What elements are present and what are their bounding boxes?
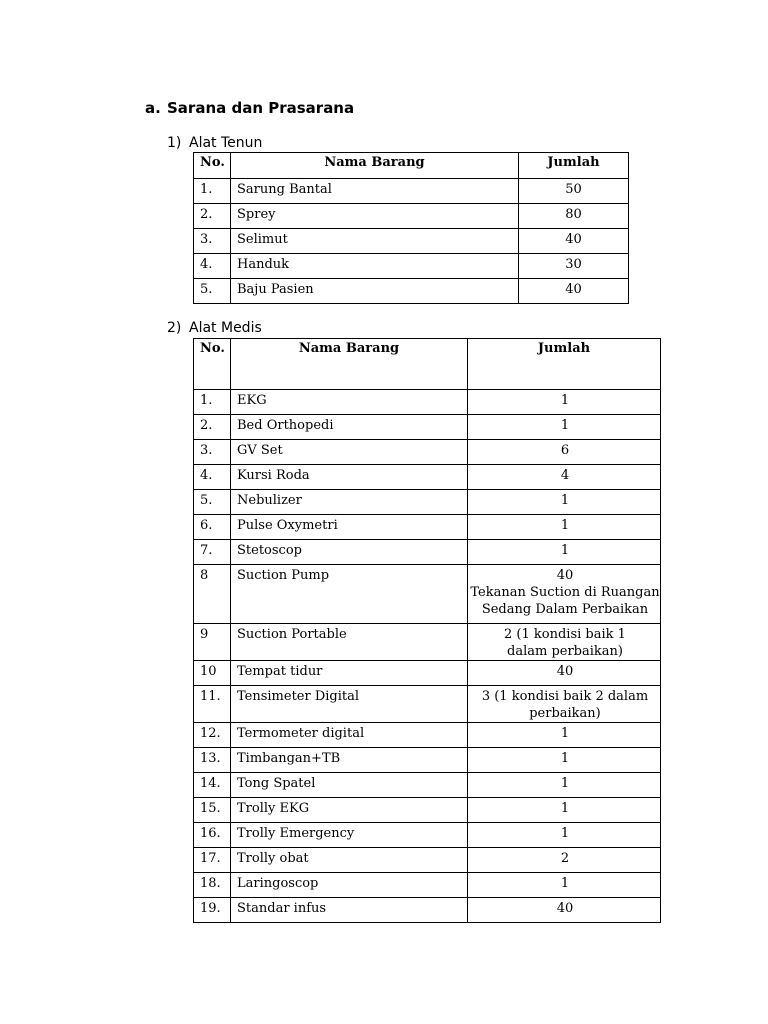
cell-nama-barang: Bed Orthopedi: [231, 415, 468, 440]
cell-jumlah: 1: [468, 873, 661, 898]
table-row: [194, 279, 629, 304]
table-row: [194, 624, 661, 661]
cell-jumlah: 40 Tekanan Suction di Ruangan Sedang Dalam Perbaikan: [468, 565, 661, 624]
cell-nama-barang: Handuk: [231, 254, 519, 279]
cell-jumlah: 1: [468, 490, 661, 515]
section-title: Sarana dan Prasarana: [167, 99, 355, 117]
table-row: [194, 179, 629, 204]
cell-no: 5.: [194, 279, 231, 304]
cell-no: 7.: [194, 540, 231, 565]
table-row: [194, 723, 661, 748]
table-row: [194, 661, 661, 686]
cell-jumlah: 40: [519, 229, 629, 254]
cell-jumlah: 6: [468, 440, 661, 465]
cell-no: 12.: [194, 723, 231, 748]
table-row: [194, 898, 661, 923]
cell-nama-barang: Timbangan+TB: [231, 748, 468, 773]
table-row: [194, 873, 661, 898]
table-row: [194, 229, 629, 254]
table-row: [194, 686, 661, 723]
cell-jumlah: 1: [468, 823, 661, 848]
table-row: [194, 465, 661, 490]
cell-jumlah: 1: [468, 723, 661, 748]
section-heading: [145, 99, 354, 117]
cell-no: 11.: [194, 686, 231, 723]
cell-nama-barang: Trolly Emergency: [231, 823, 468, 848]
table-row: [194, 415, 661, 440]
section-number: a.: [145, 99, 161, 117]
alat-medis-title: Alat Medis: [189, 320, 262, 336]
cell-no: 3.: [194, 229, 231, 254]
cell-nama-barang: Tensimeter Digital: [231, 686, 468, 723]
cell-jumlah: 40: [468, 898, 661, 923]
cell-jumlah: 80: [519, 204, 629, 229]
header-nama-barang: Nama Barang: [231, 339, 468, 390]
header-no: No.: [194, 153, 231, 179]
cell-nama-barang: Kursi Roda: [231, 465, 468, 490]
cell-jumlah: 4: [468, 465, 661, 490]
cell-no: 19.: [194, 898, 231, 923]
table-row: [194, 540, 661, 565]
cell-no: 14.: [194, 773, 231, 798]
table-row: [194, 798, 661, 823]
cell-nama-barang: Standar infus: [231, 898, 468, 923]
cell-nama-barang: Suction Portable: [231, 624, 468, 661]
cell-no: 5.: [194, 490, 231, 515]
cell-nama-barang: Sarung Bantal: [231, 179, 519, 204]
cell-jumlah: 1: [468, 748, 661, 773]
alat-tenun-heading: [167, 135, 262, 151]
cell-jumlah: 50: [519, 179, 629, 204]
cell-no: 17.: [194, 848, 231, 873]
cell-nama-barang: Trolly EKG: [231, 798, 468, 823]
cell-nama-barang: Selimut: [231, 229, 519, 254]
alat-medis-number: 2): [167, 320, 182, 336]
cell-no: 4.: [194, 254, 231, 279]
cell-nama-barang: Termometer digital: [231, 723, 468, 748]
table-row: [194, 440, 661, 465]
cell-nama-barang: EKG: [231, 390, 468, 415]
cell-jumlah: 1: [468, 540, 661, 565]
table-header-row: [194, 153, 629, 179]
cell-jumlah: 1: [468, 515, 661, 540]
cell-jumlah: 40: [468, 661, 661, 686]
table-row: [194, 390, 661, 415]
cell-nama-barang: Stetoscop: [231, 540, 468, 565]
cell-no: 8: [194, 565, 231, 624]
cell-nama-barang: Sprey: [231, 204, 519, 229]
header-no: No.: [194, 339, 231, 390]
cell-no: 13.: [194, 748, 231, 773]
alat-medis-heading: [167, 320, 262, 336]
table-row: [194, 254, 629, 279]
cell-jumlah: 1: [468, 798, 661, 823]
cell-no: 1.: [194, 179, 231, 204]
table-row: [194, 773, 661, 798]
cell-no: 18.: [194, 873, 231, 898]
cell-nama-barang: Laringoscop: [231, 873, 468, 898]
alat-tenun-number: 1): [167, 135, 182, 151]
cell-no: 3.: [194, 440, 231, 465]
cell-no: 9: [194, 624, 231, 661]
cell-jumlah: 3 (1 kondisi baik 2 dalam perbaikan): [468, 686, 661, 723]
cell-nama-barang: Nebulizer: [231, 490, 468, 515]
cell-nama-barang: Baju Pasien: [231, 279, 519, 304]
cell-no: 15.: [194, 798, 231, 823]
cell-no: 2.: [194, 415, 231, 440]
table-row: [194, 490, 661, 515]
cell-nama-barang: Trolly obat: [231, 848, 468, 873]
alat-tenun-table: [193, 152, 629, 304]
cell-no: 2.: [194, 204, 231, 229]
header-nama-barang: Nama Barang: [231, 153, 519, 179]
alat-medis-table: [193, 338, 661, 923]
table-row: [194, 565, 661, 624]
cell-jumlah: 2 (1 kondisi baik 1 dalam perbaikan): [468, 624, 661, 661]
cell-no: 6.: [194, 515, 231, 540]
alat-tenun-title: Alat Tenun: [189, 135, 263, 151]
table-row: [194, 848, 661, 873]
cell-nama-barang: Tempat tidur: [231, 661, 468, 686]
cell-no: 4.: [194, 465, 231, 490]
table-row: [194, 204, 629, 229]
cell-jumlah: 2: [468, 848, 661, 873]
cell-nama-barang: Pulse Oxymetri: [231, 515, 468, 540]
cell-nama-barang: Tong Spatel: [231, 773, 468, 798]
cell-jumlah: 1: [468, 390, 661, 415]
cell-no: 16.: [194, 823, 231, 848]
cell-jumlah: 1: [468, 415, 661, 440]
header-jumlah: Jumlah: [519, 153, 629, 179]
cell-nama-barang: GV Set: [231, 440, 468, 465]
cell-no: 10: [194, 661, 231, 686]
table-row: [194, 515, 661, 540]
cell-no: 1.: [194, 390, 231, 415]
cell-jumlah: 1: [468, 773, 661, 798]
table-row: [194, 748, 661, 773]
cell-nama-barang: Suction Pump: [231, 565, 468, 624]
cell-jumlah: 30: [519, 254, 629, 279]
table-row: [194, 823, 661, 848]
table-header-row: [194, 339, 661, 390]
header-jumlah: Jumlah: [468, 339, 661, 390]
cell-jumlah: 40: [519, 279, 629, 304]
